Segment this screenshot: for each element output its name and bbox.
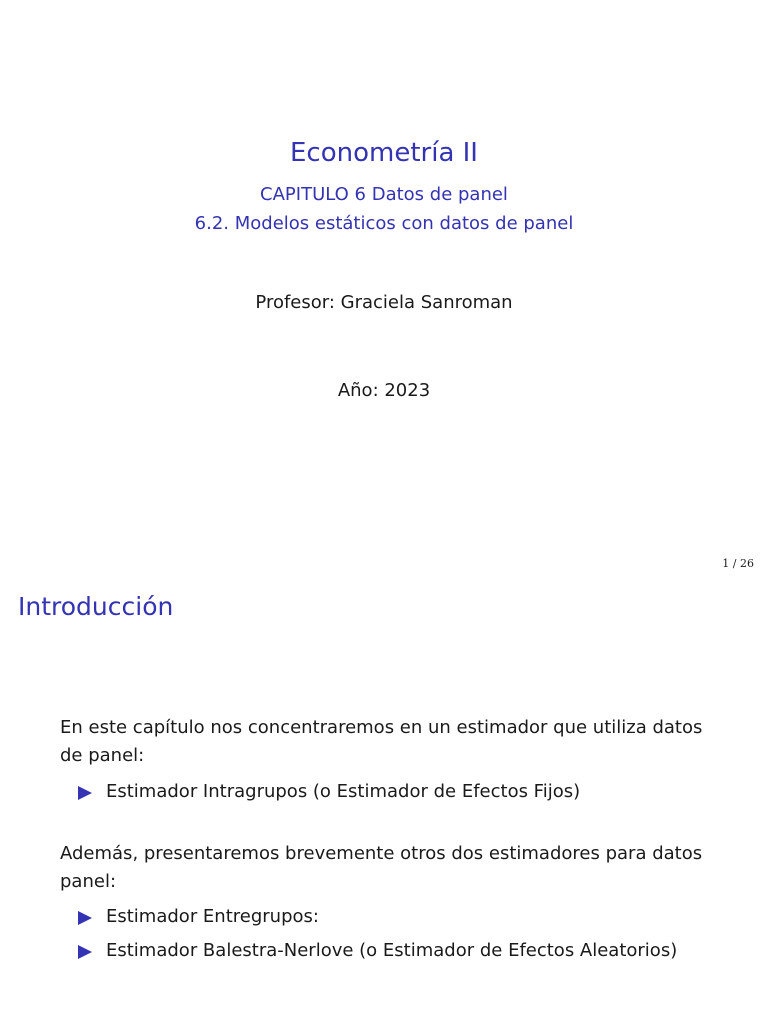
introduction-slide xyxy=(0,512,768,1024)
bullet-text: Estimador Entregrupos: xyxy=(106,906,319,927)
date: Año: 2023 xyxy=(337,380,431,401)
triangle-right-icon xyxy=(78,911,92,925)
author: Profesor: Graciela Sanroman xyxy=(255,292,513,313)
triangle-right-icon xyxy=(78,786,92,800)
page-number: 1 / 26 xyxy=(722,557,754,570)
section-subtitle: 6.2. Modelos estáticos con datos de panel xyxy=(194,213,574,234)
additional-paragraph: Además, presentaremos brevemente otros dos estimadores para datos panel: xyxy=(60,843,703,892)
chapter-subtitle: CAPITULO 6 Datos de panel xyxy=(260,184,508,205)
bullet-item xyxy=(78,778,698,806)
bullet-text: Estimador Intragrupos (o Estimador de Efectos Fijos) xyxy=(106,781,581,802)
bullet-item xyxy=(78,937,698,965)
bullet-item xyxy=(78,903,698,931)
triangle-right-icon xyxy=(78,945,92,959)
intro-paragraph: En este capítulo nos concentraremos en un estimador que utiliza datos de panel: xyxy=(60,717,703,766)
presentation-title: Econometría II xyxy=(290,138,478,168)
bullet-text: Estimador Balestra-Nerlove (o Estimador de Efectos Aleatorios) xyxy=(106,940,678,961)
frame-title: Introducción xyxy=(18,592,174,621)
